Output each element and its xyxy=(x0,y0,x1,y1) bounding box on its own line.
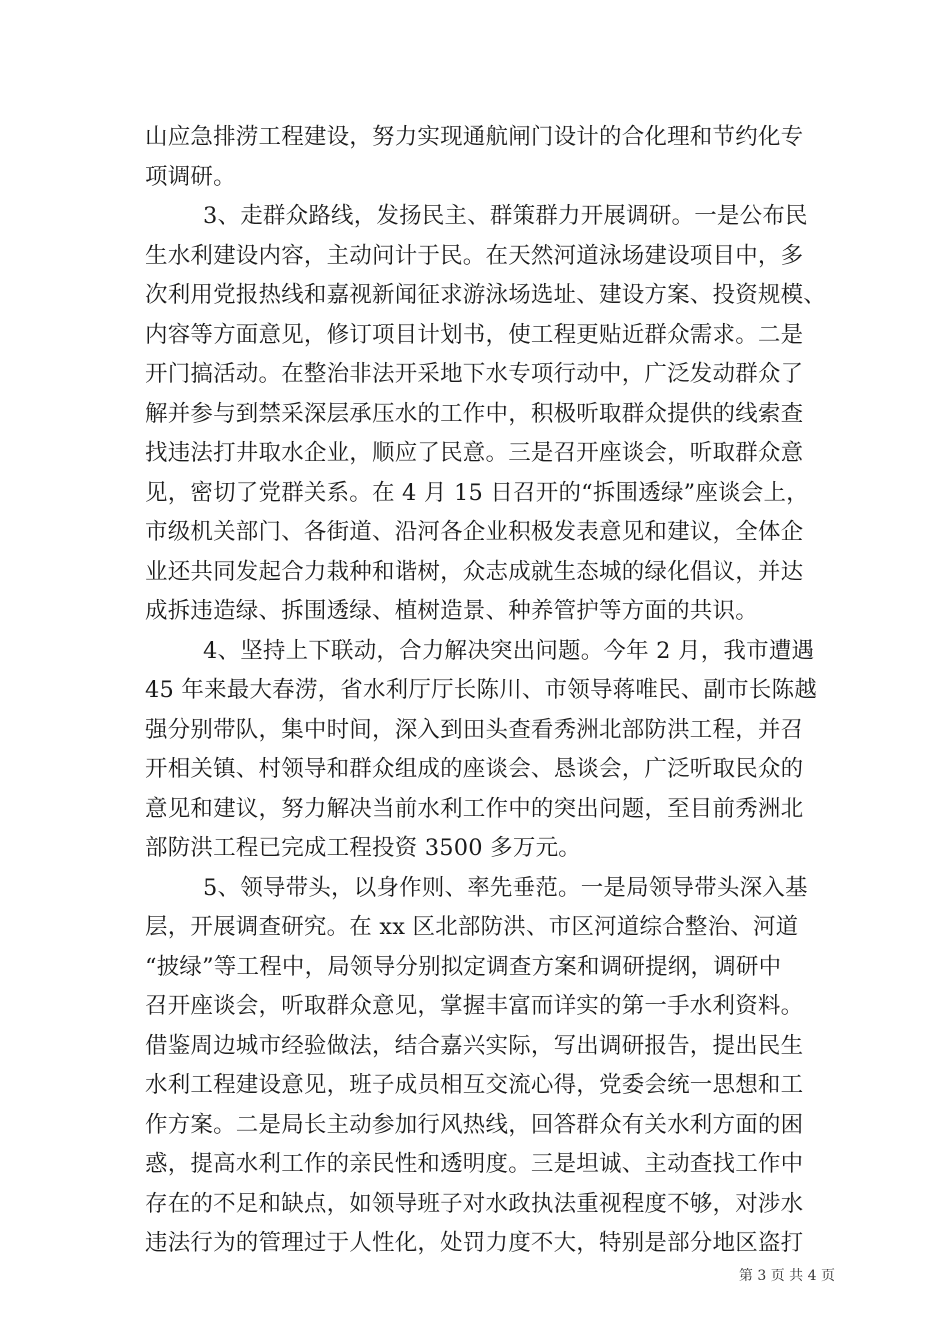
text-line: 业还共同发起合力栽种和谐树，众志成就生态城的绿化倡议，并达 xyxy=(145,558,804,585)
paragraph-4-start: 4、坚持上下联动，合力解决突出问题。今年 2 月，我市遭遇 xyxy=(203,637,815,664)
paragraph-3-start: 3、走群众路线，发扬民主、群策群力开展调研。一是公布民 xyxy=(203,203,808,229)
text-line: 意见和建议，努力解决当前水利工作中的突出问题，至目前秀洲北 xyxy=(145,795,804,822)
text-line: 次利用党报热线和嘉视新闻征求游泳场选址、建设方案、投资规模、 xyxy=(145,282,827,308)
text-line: 存在的不足和缺点，如领导班子对水政执法重视程度不够，对涉水 xyxy=(145,1190,804,1217)
text-line: 强分别带队，集中时间，深入到田头查看秀洲北部防洪工程，并召 xyxy=(145,716,804,743)
text-line: 作方案。二是局长主动参加行风热线，回答群众有关水利方面的困 xyxy=(145,1111,804,1138)
text-line: 生水利建设内容，主动问计于民。在天然河道泳场建设项目中，多 xyxy=(145,242,804,269)
document-body xyxy=(145,118,835,1264)
text-line: 开门搞活动。在整治非法开采地下水专项行动中，广泛发动群众了 xyxy=(145,361,804,387)
text-line: 市级机关部门、各街道、沿河各企业积极发表意见和建议，全体企 xyxy=(145,519,804,545)
text-line: 层，开展调查研究。在 xx 区北部防洪、市区河道综合整治、河道 xyxy=(145,914,799,940)
text-line: 项调研。 xyxy=(145,163,236,190)
text-line: 召开座谈会，听取群众意见，掌握丰富而详实的第一手水利资料。 xyxy=(145,993,804,1019)
text-line: 惑，提高水利工作的亲民性和透明度。三是坦诚、主动查找工作中 xyxy=(145,1151,804,1177)
paragraph-5-start: 5、领导带头，以身作则、率先垂范。一是局领导带头深入基 xyxy=(203,874,808,901)
text-line: 见，密切了党群关系。在 4 月 15 日召开的“拆围透绿”座谈会上， xyxy=(145,479,809,506)
text-line: 开相关镇、村领导和群众组成的座谈会、恳谈会，广泛听取民众的 xyxy=(145,756,804,782)
text-line: 山应急排涝工程建设，努力实现通航闸门设计的合化理和节约化专 xyxy=(145,124,804,150)
text-line: 借鉴周边城市经验做法，结合嘉兴实际，写出调研报告，提出民生 xyxy=(145,1032,804,1059)
text-line: 成拆违造绿、拆围透绿、植树造景、种养管护等方面的共识。 xyxy=(145,598,758,624)
text-line: 内容等方面意见，修订项目计划书，使工程更贴近群众需求。二是 xyxy=(145,321,804,348)
text-line: “披绿”等工程中，局领导分别拟定调查方案和调研提纲，调研中 xyxy=(145,953,782,980)
text-line: 解并参与到禁采深层承压水的工作中，积极听取群众提供的线索查 xyxy=(145,400,804,427)
page-number-footer: 第 3 页 共 4 页 xyxy=(738,1268,835,1284)
text-line: 45 年来最大春涝，省水利厅厅长陈川、市领导蒋唯民、副市长陈越 xyxy=(145,677,817,703)
text-line: 部防洪工程已完成工程投资 3500 多万元。 xyxy=(145,835,581,861)
text-line: 找违法打井取水企业，顺应了民意。三是召开座谈会，听取群众意 xyxy=(145,440,804,466)
text-line: 违法行为的管理过于人性化，处罚力度不大，特别是部分地区盗打 xyxy=(145,1230,804,1256)
text-line: 水利工程建设意见，班子成员相互交流心得，党委会统一思想和工 xyxy=(145,1072,804,1098)
